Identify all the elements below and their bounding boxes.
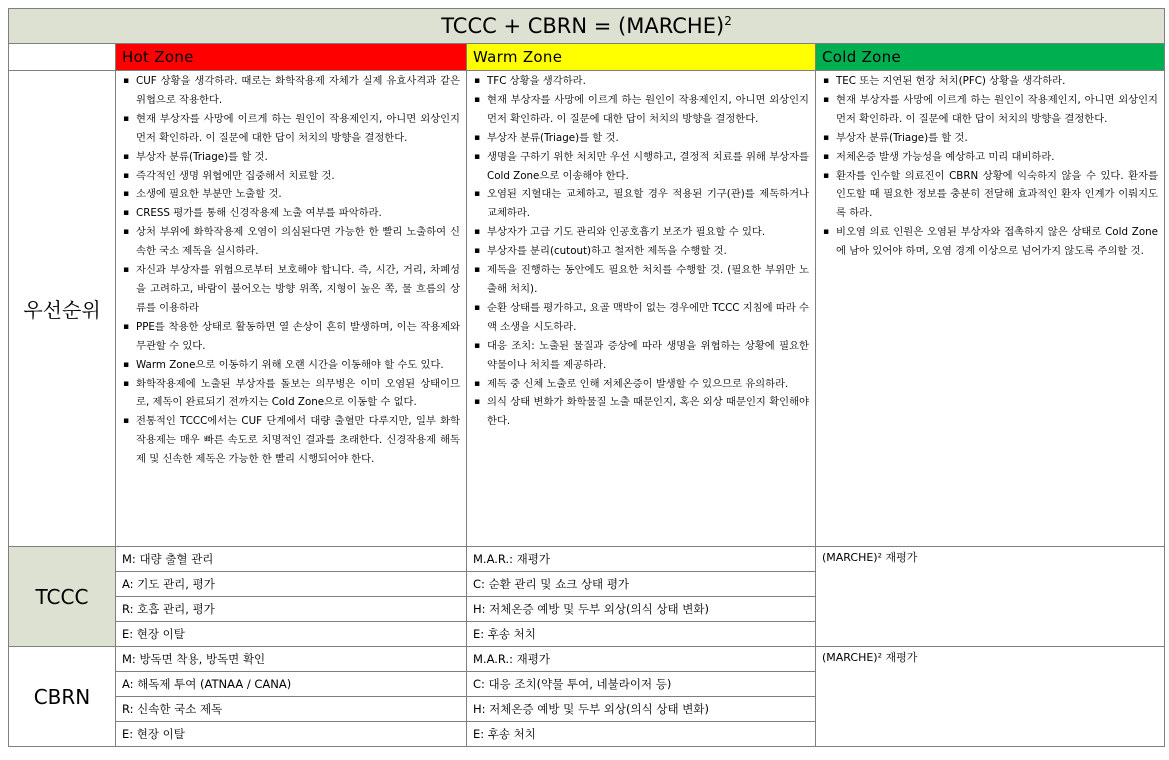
- cbrn-hot-e: E: 현장 이탈: [116, 722, 467, 747]
- bullet-item: ▪ 부상자 분류(Triage)를 할 것.: [473, 129, 809, 148]
- bullet-item: ▪ TEC 또는 지연된 현장 처치(PFC) 상황을 생각하라.: [822, 72, 1158, 91]
- tccc-hot-e: E: 현장 이탈: [116, 622, 467, 647]
- bullet-item: ▪ Warm Zone으로 이동하기 위해 오랜 시간을 이동해야 할 수도 있다.: [122, 356, 460, 375]
- tccc-hot-a: A: 기도 관리, 평가: [116, 572, 467, 597]
- hot-zone-header: Hot Zone: [116, 44, 467, 71]
- bullet-item: ▪ 화학작용제에 노출된 부상자를 돌보는 의무병은 이미 오염된 상태이므로, 제독이 완료되기 전까지는 Cold Zone으로 이동할 수 없다.: [122, 375, 460, 413]
- bullet-item: ▪ TFC 상황을 생각하라.: [473, 72, 809, 91]
- bullet-item: ▪ 부상자 분류(Triage)를 할 것.: [822, 129, 1158, 148]
- protocol-table: [8, 8, 1165, 747]
- cbrn-warm-e: E: 후송 처치: [467, 722, 816, 747]
- hot-zone-priority-cell: [116, 71, 467, 547]
- title-text: TCCC + CBRN = (MARCHE): [441, 14, 725, 38]
- cbrn-warm-c: C: 대응 조치(약물 투여, 네불라이저 등): [467, 672, 816, 697]
- bullet-item: ▪ 저체온증 발생 가능성을 예상하고 미리 대비하라.: [822, 148, 1158, 167]
- cold-zone-priority-cell: [816, 71, 1165, 547]
- bullet-item: ▪ 전통적인 TCCC에서는 CUF 단계에서 대량 출혈만 다루지만, 일부 화학작용제는 매우 빠른 속도로 치명적인 결과를 초래한다. 신경작용제 해독제 및 신속한 제독은 가능한 한 빨리 시행되어야 한다.: [122, 412, 460, 469]
- bullet-item: ▪ 제독을 진행하는 동안에도 필요한 처치를 수행할 것. (필요한 부위만 노출해 처치).: [473, 261, 809, 299]
- bullet-item: ▪ 현재 부상자를 사망에 이르게 하는 원인이 작용제인지, 아니면 외상인지 먼저 확인하라. 이 질문에 대한 답이 처치의 방향을 결정한다.: [473, 91, 809, 129]
- bullet-item: ▪ CUF 상황을 생각하라. 때로는 화학작용제 자체가 실제 유효사격과 같은 위협으로 작용한다.: [122, 72, 460, 110]
- bullet-item: ▪ 제독 중 신체 노출로 인해 저체온증이 발생할 수 있으므로 유의하라.: [473, 375, 809, 394]
- bullet-item: ▪ 현재 부상자를 사망에 이르게 하는 원인이 작용제인지, 아니면 외상인지 먼저 확인하라. 이 질문에 대한 답이 처치의 방향을 결정한다.: [822, 91, 1158, 129]
- bullet-item: ▪ 자신과 부상자를 위협으로부터 보호해야 합니다. 즉, 시간, 거리, 차폐성을 고려하고, 바람이 불어오는 방향 위쪽, 지형이 높은 쪽, 물 흐름의 상류를 이용하라: [122, 261, 460, 318]
- bullet-item: ▪ 오염된 지혈대는 교체하고, 필요할 경우 적용된 기구(관)를 제독하거나 교체하라.: [473, 185, 809, 223]
- warm-zone-list: [467, 71, 815, 431]
- tccc-warm-c: C: 순환 관리 및 쇼크 상태 평가: [467, 572, 816, 597]
- priority-row-label: 우선순위: [9, 71, 116, 547]
- bullet-item: ▪ 순환 상태를 평가하고, 요골 맥박이 없는 경우에만 TCCC 지침에 따라 수액 소생을 시도하라.: [473, 299, 809, 337]
- bullet-item: ▪ 부상자가 고급 기도 관리와 인공호흡기 보조가 필요할 수 있다.: [473, 223, 809, 242]
- bullet-item: ▪ 현재 부상자를 사망에 이르게 하는 원인이 작용제인지, 아니면 외상인지 먼저 확인하라. 이 질문에 대한 답이 처치의 방향을 결정한다.: [122, 110, 460, 148]
- tccc-hot-m: M: 대량 출혈 관리: [116, 547, 467, 572]
- bullet-item: ▪ 대응 조치: 노출된 물질과 증상에 따라 생명을 위협하는 상황에 필요한 약물이나 처치를 제공하라.: [473, 337, 809, 375]
- bullet-item: ▪ 의식 상태 변화가 화학물질 노출 때문인지, 혹은 외상 때문인지 확인해야 한다.: [473, 393, 809, 431]
- bullet-item: ▪ 환자를 인수할 의료진이 CBRN 상황에 익숙하지 않을 수 있다. 환자를 인도할 때 필요한 정보를 충분히 전달해 효과적인 환자 인계가 이뤄지도록 하라.: [822, 167, 1158, 224]
- protocol-table-container: [8, 8, 1164, 756]
- table-title: [9, 9, 1165, 44]
- bullet-item: ▪ 즉각적인 생명 위협에만 집중해서 치료할 것.: [122, 167, 460, 186]
- tccc-cold-reassess: (MARCHE)² 재평가: [816, 547, 1165, 647]
- bullet-item: ▪ 소생에 필요한 부분만 노출할 것.: [122, 185, 460, 204]
- tccc-warm-h: H: 저체온증 예방 및 두부 외상(의식 상태 변화): [467, 597, 816, 622]
- title-superscript: 2: [724, 14, 732, 28]
- tccc-row-label: TCCC: [9, 547, 116, 647]
- cold-zone-header: Cold Zone: [816, 44, 1165, 71]
- warm-zone-header: Warm Zone: [467, 44, 816, 71]
- cbrn-warm-h: H: 저체온증 예방 및 두부 외상(의식 상태 변화): [467, 697, 816, 722]
- bullet-item: ▪ 부상자 분류(Triage)를 할 것.: [122, 148, 460, 167]
- cold-zone-list: [816, 71, 1164, 261]
- bullet-item: ▪ 비오염 의료 인원은 오염된 부상자와 접촉하지 않은 상태로 Cold Zone에 남아 있어야 하며, 오염 경계 이상으로 넘어가지 않도록 주의할 것.: [822, 223, 1158, 261]
- cbrn-hot-m: M: 방독면 착용, 방독면 확인: [116, 647, 467, 672]
- warm-zone-priority-cell: [467, 71, 816, 547]
- bullet-item: ▪ 상처 부위에 화학작용제 오염이 의심된다면 가능한 한 빨리 노출하여 신속한 국소 제독을 실시하라.: [122, 223, 460, 261]
- tccc-hot-r: R: 호흡 관리, 평가: [116, 597, 467, 622]
- tccc-warm-e: E: 후송 처치: [467, 622, 816, 647]
- bullet-item: ▪ CRESS 평가를 통해 신경작용제 노출 여부를 파악하라.: [122, 204, 460, 223]
- bullet-item: ▪ PPE를 착용한 상태로 활동하면 열 손상이 흔히 발생하며, 이는 작용제와 무관할 수 있다.: [122, 318, 460, 356]
- bullet-item: ▪ 생명을 구하기 위한 처치만 우선 시행하고, 결정적 치료를 위해 부상자를 Cold Zone으로 이송해야 한다.: [473, 148, 809, 186]
- hot-zone-list: [116, 71, 466, 469]
- cbrn-hot-a: A: 해독제 투여 (ATNAA / CANA): [116, 672, 467, 697]
- tccc-warm-mar: M.A.R.: 재평가: [467, 547, 816, 572]
- bullet-item: ▪ 부상자를 분리(cutout)하고 철저한 제독을 수행할 것.: [473, 242, 809, 261]
- cbrn-row-label: CBRN: [9, 647, 116, 747]
- cbrn-hot-r: R: 신속한 국소 제독: [116, 697, 467, 722]
- cbrn-cold-reassess: (MARCHE)² 재평가: [816, 647, 1165, 747]
- header-blank-cell: [9, 44, 116, 71]
- cbrn-warm-mar: M.A.R.: 재평가: [467, 647, 816, 672]
